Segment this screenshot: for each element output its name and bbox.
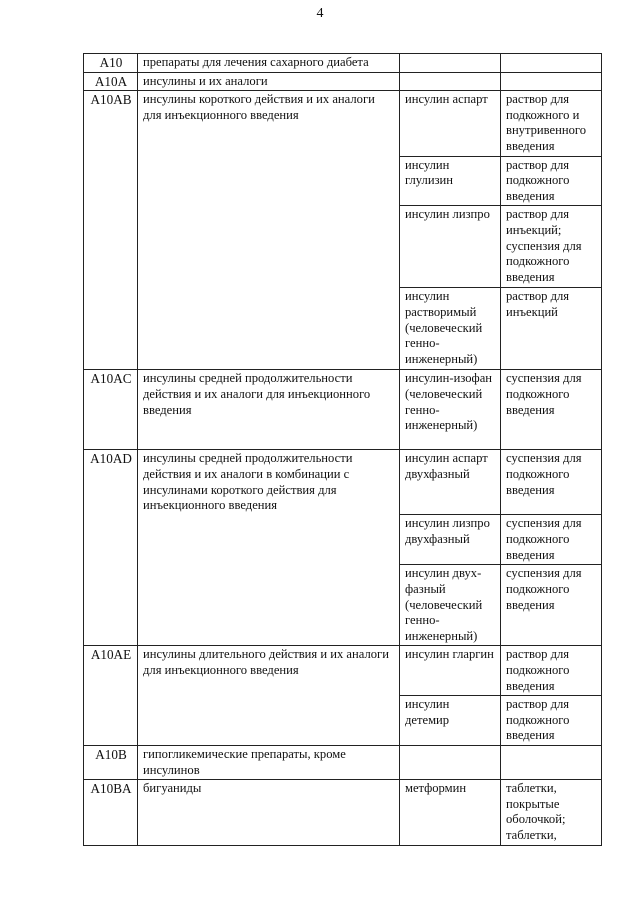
table-row: [84, 450, 602, 515]
atc-code: A10B: [84, 746, 138, 780]
drug-name: инсулин двух-фазный (человеческий генно-инженерный): [400, 565, 501, 646]
dosage-form: раствор для подкожного введения: [501, 156, 602, 206]
drug-table: [83, 53, 602, 846]
group-name: бигуаниды: [138, 780, 400, 846]
dosage-form: суспензия для подкожного введения: [501, 515, 602, 565]
table-row: [84, 72, 602, 91]
dosage-form: раствор для инъекций; суспензия для подкожного введения: [501, 206, 602, 288]
drug-name: инсулин растворимый (человеческий генно-инженерный): [400, 288, 501, 370]
drug-name: метформин: [400, 780, 501, 846]
drug-name: инсулин аспарт двухфазный: [400, 450, 501, 515]
table-row: [84, 91, 602, 156]
group-name: инсулины средней продолжительности действия и их аналоги для инъекционного введения: [138, 370, 400, 450]
table-row: [84, 646, 602, 696]
table-row: [84, 370, 602, 450]
atc-code: A10AB: [84, 91, 138, 370]
group-name: препараты для лечения сахарного диабета: [138, 54, 400, 73]
dosage-form: раствор для подкожного и внутривенного введения: [501, 91, 602, 156]
drug-name: инсулин гларгин: [400, 646, 501, 696]
drug-name: [400, 72, 501, 91]
group-name: инсулины длительного действия и их аналоги для инъекционного введения: [138, 646, 400, 746]
atc-code: A10A: [84, 72, 138, 91]
dosage-form: суспензия для подкожного введения: [501, 370, 602, 450]
drug-name: инсулин детемир: [400, 696, 501, 746]
table-row: [84, 780, 602, 846]
table-row: [84, 54, 602, 73]
drug-name: инсулин-изофан (человеческий генно-инженерный): [400, 370, 501, 450]
table-row: [84, 746, 602, 780]
atc-code: A10AD: [84, 450, 138, 646]
group-name: инсулины и их аналоги: [138, 72, 400, 91]
drug-name: [400, 54, 501, 73]
dosage-form: суспензия для подкожного введения: [501, 565, 602, 646]
group-name: инсулины короткого действия и их аналоги для инъекционного введения: [138, 91, 400, 370]
dosage-form: [501, 54, 602, 73]
group-name: гипогликемические препараты, кроме инсулинов: [138, 746, 400, 780]
page-number: 4: [316, 6, 324, 21]
atc-code: A10AC: [84, 370, 138, 450]
atc-code: A10BA: [84, 780, 138, 846]
dosage-form: суспензия для подкожного введения: [501, 450, 602, 515]
dosage-form: раствор для инъекций: [501, 288, 602, 370]
dosage-form: раствор для подкожного введения: [501, 696, 602, 746]
dosage-form: таблетки, покрытые оболочкой; таблетки,: [501, 780, 602, 846]
group-name: инсулины средней продолжительности действия и их аналоги в комбинации с инсулинами короткого действия для инъекционного введения: [138, 450, 400, 646]
drug-name: инсулин глулизин: [400, 156, 501, 206]
drug-name: инсулин аспарт: [400, 91, 501, 156]
dosage-form: [501, 746, 602, 780]
drug-name: инсулин лизпро: [400, 206, 501, 288]
drug-name: инсулин лизпро двухфазный: [400, 515, 501, 565]
atc-code: A10: [84, 54, 138, 73]
atc-code: A10AE: [84, 646, 138, 746]
dosage-form: [501, 72, 602, 91]
drug-name: [400, 746, 501, 780]
dosage-form: раствор для подкожного введения: [501, 646, 602, 696]
